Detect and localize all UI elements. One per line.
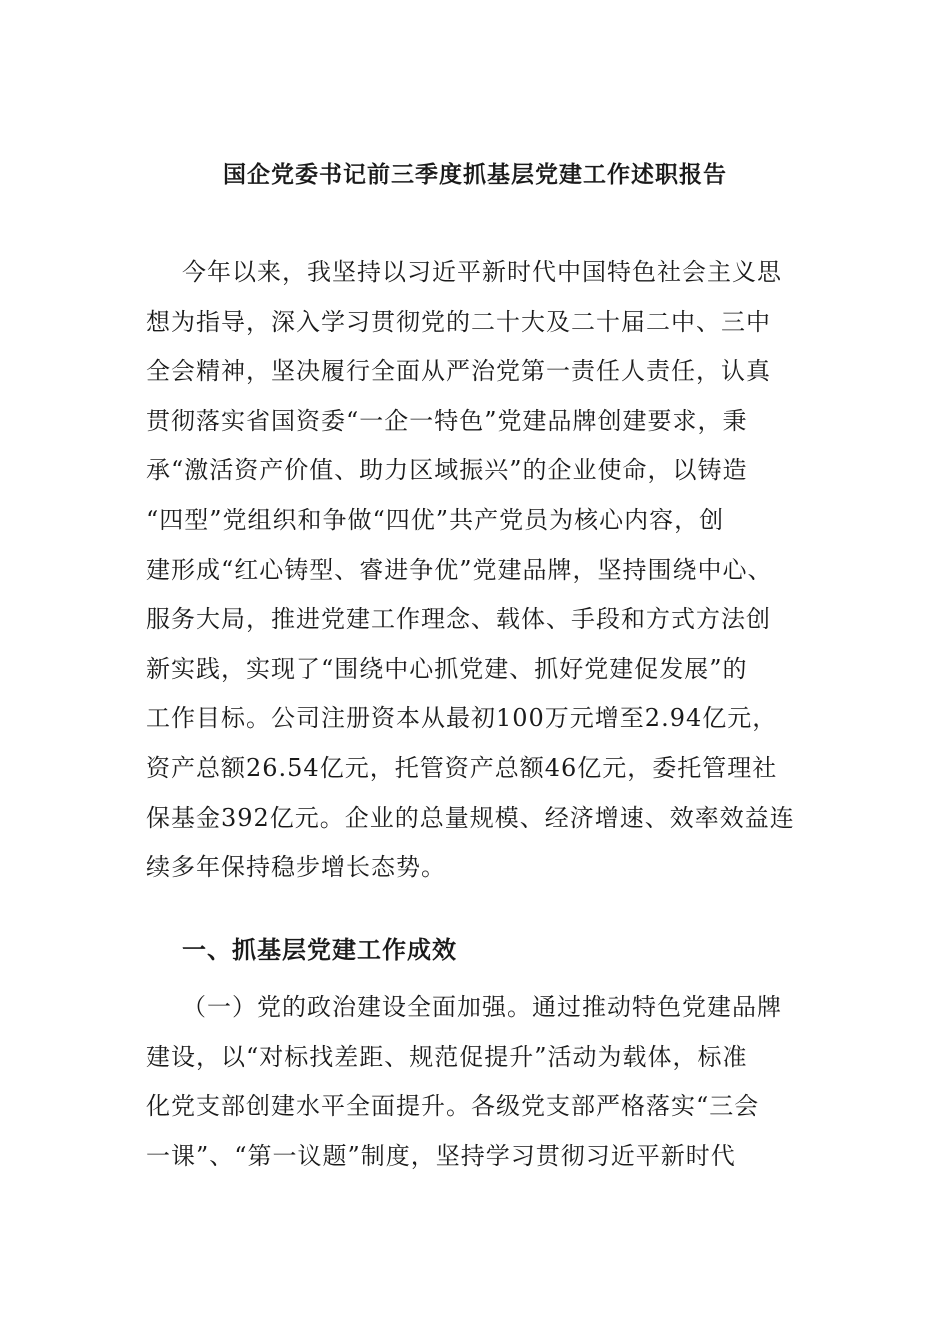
paragraph-line: （一）党的政治建设全面加强。通过推动特色党建品牌: [182, 993, 782, 1021]
section-paragraph: [146, 983, 806, 1181]
paragraph-line: 工作目标。公司注册资本从最初100万元增至2.94亿元，: [146, 704, 778, 733]
paragraph-line: 一课”、“第一议题”制度，坚持学习贯彻习近平新时代: [146, 1141, 736, 1170]
paragraph-line: 建形成“红心铸型、睿进争优”党建品牌，坚持围绕中心、: [146, 555, 773, 584]
intro-paragraph: [146, 248, 806, 893]
paragraph-line: 建设，以“对标找差距、规范促提升”活动为载体，标准: [146, 1042, 748, 1071]
paragraph-line: “四型”党组织和争做“四优”共产党员为核心内容，创: [146, 505, 725, 534]
paragraph-line: 全会精神，坚决履行全面从严治党第一责任人责任，认真: [146, 357, 771, 386]
section-heading: 一、抓基层党建工作成效: [182, 935, 457, 964]
paragraph-line: 新实践，实现了“围绕中心抓党建、抓好党建促发展”的: [146, 654, 748, 683]
paragraph-line: 保基金392亿元。企业的总量规模、经济增速、效率效益连: [146, 803, 795, 832]
paragraph-line: 今年以来，我坚持以习近平新时代中国特色社会主义思: [182, 258, 782, 286]
paragraph-line: 续多年保持稳步增长态势。: [146, 853, 446, 882]
document-title: 国企党委书记前三季度抓基层党建工作述职报告: [223, 161, 727, 188]
paragraph-line: 服务大局，推进党建工作理念、载体、手段和方式方法创: [146, 605, 771, 634]
paragraph-line: 承“激活资产价值、助力区域振兴”的企业使命，以铸造: [146, 456, 748, 485]
paragraph-line: 想为指导，深入学习贯彻党的二十大及二十届二中、三中: [146, 307, 771, 336]
paragraph-line: 化党支部创建水平全面提升。各级党支部严格落实“三会: [146, 1092, 760, 1121]
paragraph-line: 资产总额26.54亿元，托管资产总额46亿元，委托管理社: [146, 753, 778, 782]
paragraph-line: 贯彻落实省国资委“一企一特色”党建品牌创建要求，秉: [146, 406, 748, 435]
